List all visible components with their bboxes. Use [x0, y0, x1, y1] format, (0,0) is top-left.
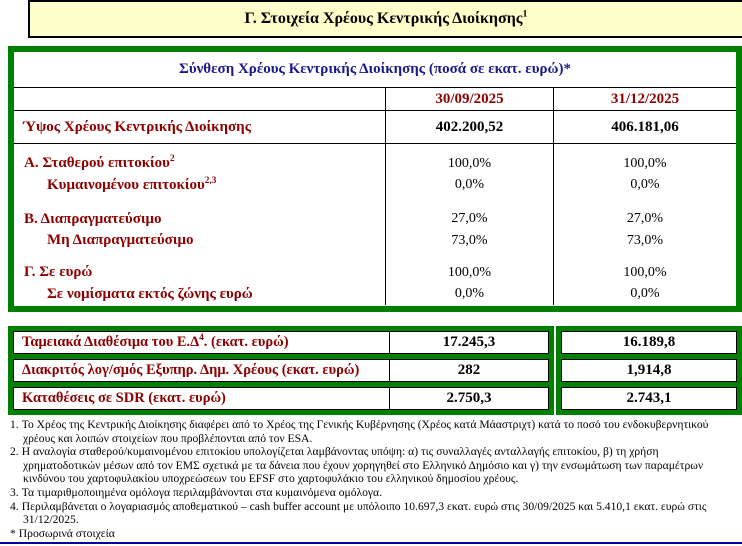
- cash-reserves-label: Ταμειακά Διαθέσιμα του $E.\Delta^4$. (εκατ. ευρώ): [13, 331, 390, 354]
- row-label-non-tradable: Μη Διαπραγματεύσιμο: [47, 232, 194, 249]
- values-column-1: [385, 144, 553, 305]
- title-footnote-ref: 1: [522, 8, 528, 20]
- summary-left-block: [8, 326, 554, 415]
- value-cell: 0,0%: [454, 286, 485, 302]
- value-cell: 100,0%: [447, 264, 492, 280]
- section-gap: [554, 251, 736, 262]
- footnote-1: 1. Το Χρέος της Κεντρικής Διοίκησης διαφέρει από το Χρέος της Γενικής Κυβέρνησης (Χρέος κατά Μάαστριχτ) κατά το ποσό του ενδοκυβερνητικού χρέους και λοιπών στοιχείων που προβλέπονται από τον ESA.: [10, 418, 709, 445]
- row-label-fixed-rate: Α. Σταθερού επιτοκίου$^2$: [24, 154, 175, 172]
- values-column-2: [553, 144, 736, 305]
- table-row: [13, 387, 549, 410]
- table-row: [13, 331, 549, 354]
- value-cell: 100,0%: [447, 155, 492, 171]
- sdr-deposits-label: Καταθέσεις σε SDR (εκατ. ευρώ): [13, 387, 390, 410]
- footnote-3: 3. Τα τιμαριθμοποιημένα ομόλογα περιλαμβάνονται στα κυμαινόμενα ομόλογα.: [10, 485, 383, 499]
- column-header-date-1: 30/09/2025: [385, 88, 553, 110]
- cash-reserves-value-2: 16.189,8: [561, 331, 737, 354]
- table-row: [13, 359, 549, 382]
- section-gap: [14, 196, 385, 209]
- total-debt-value-2: 406.181,06: [553, 111, 736, 143]
- row-label-in-euro: Γ. Σε ευρώ: [24, 264, 93, 281]
- row-label-tradable: Β. Διαπραγματεύσιμο: [24, 210, 162, 227]
- summary-right-block: [556, 326, 742, 415]
- value-cell: 0,0%: [454, 177, 485, 193]
- value-cell: 27,0%: [451, 211, 488, 227]
- column-header-date-2: 31/12/2025: [553, 88, 736, 110]
- section-labels-column: [14, 144, 385, 305]
- sdr-deposits-value-1: 2.750,3: [390, 387, 549, 410]
- cash-reserves-value-1: 17.245,3: [390, 331, 549, 354]
- value-cell: 73,0%: [626, 232, 664, 248]
- page-title-band: [28, 0, 742, 38]
- breakdown-sections: [14, 144, 736, 305]
- value-cell: 0,0%: [630, 286, 660, 302]
- section-gap: [386, 251, 553, 262]
- footnotes: [10, 418, 738, 540]
- table-header: Σύνθεση Χρέους Κεντρικής Διοίκησης (ποσά σε εκατ. ευρώ)*: [14, 52, 736, 88]
- section-gap: [386, 196, 553, 209]
- footnote-provisional: * Προσωρινά στοιχεία: [10, 526, 115, 540]
- total-debt-row: [14, 111, 736, 144]
- section-gap: [14, 251, 385, 262]
- page-title: Γ. Στοιχεία Χρέους Κεντρικής Διοίκησης$^1$: [244, 8, 528, 27]
- summary-strips: [8, 326, 742, 415]
- sdr-deposits-value-2: 2.743,1: [561, 387, 737, 410]
- date-columns-row: [14, 88, 736, 111]
- bottom-divider-line: [0, 542, 742, 544]
- empty-corner-cell: [14, 88, 385, 110]
- footnote-2: 2. Η αναλογία σταθερού/κυμαινομένου επιτοκίου υπολογίζεται λαμβάνοντας υπόψη: α) τις συναλλαγές ανταλλαγής επιτοκίου, β) τη χρήση χρηματοδοτικών μέσων από τον ΕΜΣ σχετικά με τα δάνεια που έχουν χορηγηθεί στο Ελληνικό Δημόσιο και γ) την ενσωμάτωση των παραμέτρων κινδύνου του χαρτοφυλακίου υποχρεώσεων του EFSF στο χαρτοφυλάκιο του ελληνικού δημοσίου χρέους.: [10, 445, 704, 486]
- footnote-4: 4. Περιλαμβάνεται ο λογαριασμός αποθεματικού – cash buffer account με υπόλοιπο 10.697,3 εκατ. ευρώ στις 30/09/2025 και 5.410,1 εκατ. ευρώ στις 31/12/2025.: [10, 499, 707, 527]
- value-cell: 27,0%: [626, 211, 664, 227]
- segregated-account-value-2: 1,914,8: [561, 359, 737, 382]
- total-debt-value-1: 402.200,52: [385, 111, 553, 143]
- segregated-account-value-1: 282: [390, 359, 549, 382]
- segregated-account-label: Διακριτός λογ/σμός Εξυπηρ. Δημ. Χρέους (εκατ. ευρώ): [13, 359, 390, 382]
- value-cell: 100,0%: [623, 155, 667, 171]
- value-cell: 0,0%: [630, 177, 660, 193]
- row-label-floating-rate: Κυμαινομένου επιτοκίου$^{2,3}$: [47, 175, 217, 193]
- debt-composition-table: [8, 46, 742, 312]
- row-label-non-euro-currency: Σε νομίσματα εκτός ζώνης ευρώ: [47, 285, 253, 302]
- total-debt-label: Ύψος Χρέους Κεντρικής Διοίκησης: [23, 118, 252, 135]
- section-gap: [554, 196, 736, 209]
- value-cell: 73,0%: [451, 232, 488, 248]
- value-cell: 100,0%: [623, 264, 667, 280]
